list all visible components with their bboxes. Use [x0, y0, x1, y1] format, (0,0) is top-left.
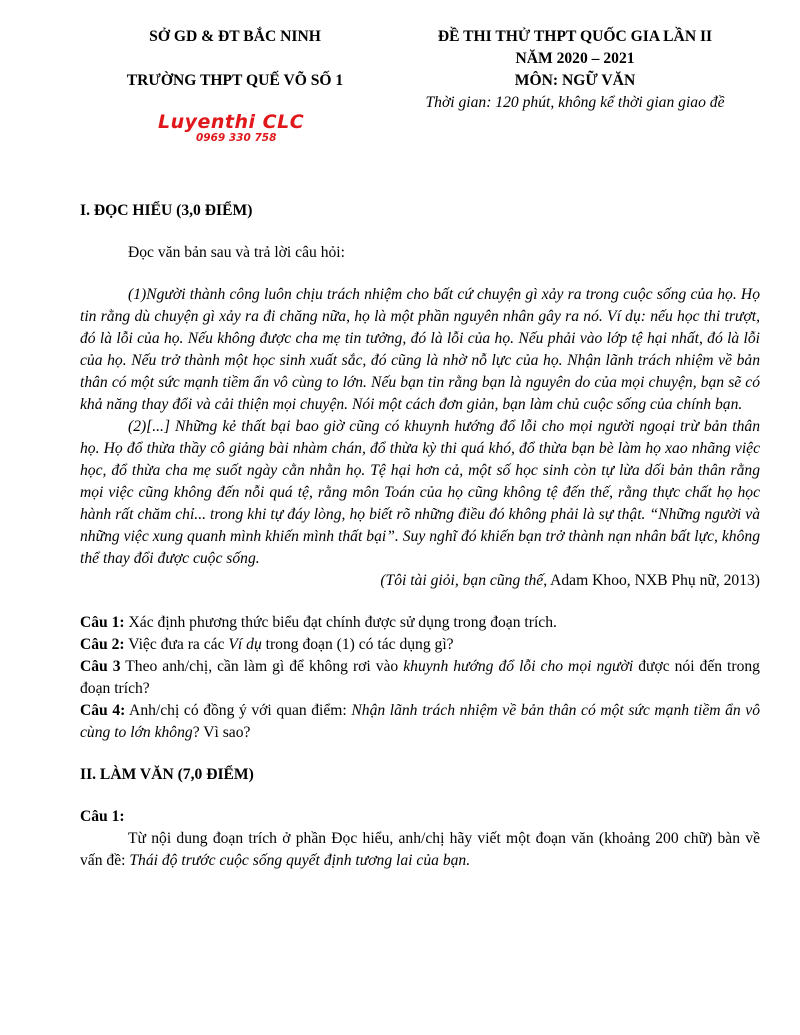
department-name: SỞ GD & ĐT BẮC NINH [149, 28, 321, 45]
exam-time: Thời gian: 120 phút, không kể thời gian giao đề [425, 94, 725, 111]
header-right [390, 26, 760, 114]
question-2: Câu 2: Việc đưa ra các Ví dụ trong đoạn (1) có tác dụng gì? [80, 636, 454, 653]
writing-question-1-label: Câu 1: [80, 808, 125, 825]
question-3: Câu 3 Theo anh/chị, cần làm gì để không rơi vào khuynh hướng đổ lỗi cho mọi người được nói đến trong đoạn trích? [80, 658, 760, 697]
logo-name: Luyenthi CLC [158, 111, 305, 133]
question-2-label: Câu 2: [80, 636, 125, 653]
section-reading-title: I. ĐỌC HIỂU (3,0 ĐIỂM) [80, 202, 253, 219]
source-title: (Tôi tài giỏi, bạn cũng thế [380, 572, 544, 589]
luyenthi-logo [158, 112, 308, 144]
exam-subject: MÔN: NGỮ VĂN [514, 72, 636, 89]
exam-year: NĂM 2020 – 2021 [515, 50, 635, 67]
question-4-label: Câu 4: [80, 702, 126, 719]
question-1 [80, 612, 760, 634]
school-name: TRƯỜNG THPT QUẾ VÕ SỐ 1 [126, 72, 344, 89]
question-3-label: Câu 3 [80, 658, 121, 675]
source-details: , Adam Khoo, NXB Phụ nữ, 2013) [543, 572, 760, 589]
exam-body [80, 200, 760, 872]
passage-paragraph-1: (1)Người thành công luôn chịu trách nhiệm cho bất cứ chuyện gì xảy ra trong cuộc sống của họ. Họ tin rằng dù chuyện gì xảy ra đi chăng nữa, họ là một phần nguyên nhân gây ra nó. Ví dụ: nếu học thi trượt, đó là lỗi của họ. Nếu không được cha mẹ tin tưởng, đó là lỗi của họ. Nếu phải vào lớp tệ hại nhất, đó là lỗi của họ. Nếu trở thành một học sinh xuất sắc, đó cũng là nhờ nỗ lực của họ. Nhận lãnh trách nhiệm về bản thân có một sức mạnh tiềm ẩn vô cùng to lớn. Nếu bạn tin rằng bạn là nguyên do của mọi chuyện, bạn sẽ có khả năng thay đổi và cải thiện mọi chuyện. Nói một cách đơn giản, bạn làm chủ cuộc sống của chính bạn. [80, 286, 760, 413]
question-4: Câu 4: Anh/chị có đồng ý với quan điểm: Nhận lãnh trách nhiệm về bản thân có một sức mạnh tiềm ẩn vô cùng to lớn không? Vì sao? [80, 702, 761, 741]
question-1-text: Xác định phương thức biểu đạt chính được sử dụng trong đoạn trích. [124, 614, 557, 631]
reading-instruction: Đọc văn bản sau và trả lời câu hỏi: [128, 244, 345, 261]
exam-title: ĐỀ THI THỬ THPT QUỐC GIA LẦN II [437, 28, 713, 45]
passage-source [80, 570, 760, 592]
header-left [80, 26, 390, 92]
logo-phone: 0969 330 758 [196, 132, 277, 144]
section-writing-title: II. LÀM VĂN (7,0 ĐIỂM) [80, 766, 254, 783]
writing-question-1: Từ nội dung đoạn trích ở phần Đọc hiểu, anh/chị hãy viết một đoạn văn (khoảng 200 chữ) bàn về vấn đề: Thái độ trước cuộc sống quyết định tương lai của bạn. [80, 830, 760, 869]
passage-paragraph-2: (2)[...] Những kẻ thất bại bao giờ cũng có khuynh hướng đổ lỗi cho mọi người ngoại trừ bản thân họ. Họ đổ thừa thầy cô giảng bài nhàm chán, đổ thừa kỳ thi quá khó, đổ thừa bạn bè làm họ xao nhãng việc học, đổ thừa cha mẹ suốt ngày cằn nhằn họ. Tệ hại hơn cả, một số học sinh còn tự lừa dối bản thân rằng mọi việc cũng không đến nỗi quá tệ, rằng môn Toán của họ cũng không tệ đến thế, rằng thực chất họ học hành rất chăm chỉ... trong khi tự đáy lòng, họ biết rõ những điều đó không phải là sự thật. “Những người và những việc xung quanh mình khiến mình thất bại”. Suy nghĩ đó khiến bạn trở thành nạn nhân bất lực, không thể thay đổi được cuộc sống. [80, 418, 760, 567]
question-1-label: Câu 1: [80, 614, 125, 631]
